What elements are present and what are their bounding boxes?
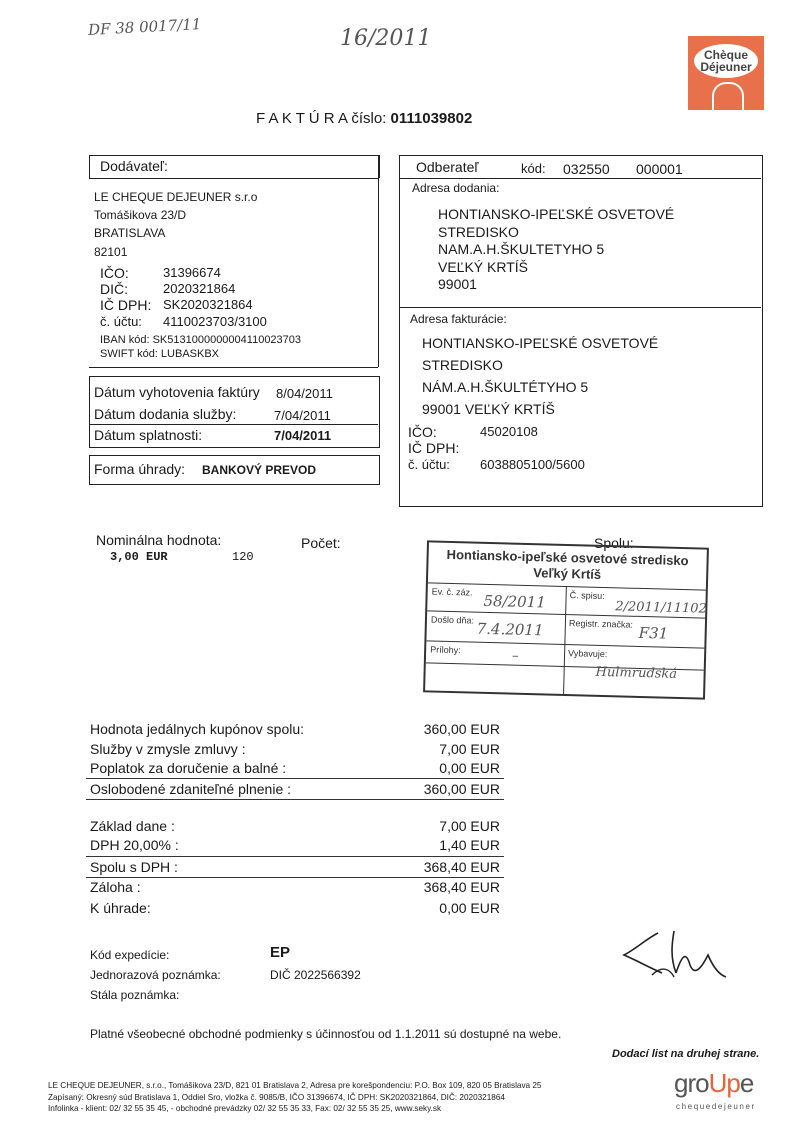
delivery-address-heading: Adresa dodania: [412,181,500,195]
totals-row [90,859,500,878]
nominal-value: 3,00 EUR [110,550,168,564]
customer-code-1: 032550 [563,161,610,177]
customer-account: 6038805100/5600 [480,457,585,472]
registration-stamp [423,540,709,699]
delivery-date-label: Dátum dodania služby: [94,406,237,422]
delivery-line: NAM.A.H.ŠKULTETYHO 5 [438,241,605,257]
billing-line: 99001 VEĽKÝ KRTÍŠ [422,401,555,417]
supplier-icdph-label: IČ DPH: [100,297,152,313]
expedition-code: EP [270,944,291,961]
supplier-icdph: SK2020321864 [163,297,253,312]
stamp-ev-label: Ev. č. záz. [431,586,473,598]
supplier-heading: Dodávateľ: [100,158,168,174]
customer-code-label: kód: [521,161,546,176]
supplier-zip: 82101 [94,245,128,259]
stamp-city: Veľký Krtíš [533,565,602,582]
footer-company-info [48,1080,648,1115]
customer-code-2: 000001 [636,161,683,177]
delivery-line: STREDISKO [438,223,519,240]
logo-arch-icon [712,82,744,112]
stamp-ev-value: 58/2011 [483,591,547,612]
totals-row-label: Základ dane : [90,818,175,834]
payment-label: Forma úhrady: [94,461,186,477]
count-label: Počet: [301,535,341,551]
logo-text-line2: Déjeuner [700,60,752,74]
nominal-value-label: Nominálna hodnota: [96,532,222,548]
group-logo-subtitle: chequedejeuner [676,1102,756,1111]
stamp-doslo-value: 7.4.2011 [476,619,544,640]
totals-row-label: Spolu s DPH : [90,859,178,875]
totals-row [90,837,500,856]
billing-address [422,332,658,420]
due-date: 7/04/2011 [274,428,332,443]
delivery-line: VEĽKÝ KRTÍŠ [438,258,529,275]
footer-line: Zapísaný: Okresný súd Bratislava 1, Oddiel Sro, vložka č. 9085/B, IČO 31396674, IČ DPH: SK2020321864, DIČ: 2020321864 [48,1092,505,1102]
totals-row-label: Hodnota jedálnych kupónov spolu: [90,721,305,737]
customer-ico-label: IČO: [408,424,437,440]
delivery-line: HONTIANSKO-IPEĽSKÉ OSVETOVÉ [438,206,675,222]
totals-row-value: 1,40 EUR [439,837,500,853]
supplier-iban: IBAN kód: SK5131000000004110023703 [100,334,302,346]
invoice-number: 0111039802 [390,110,473,127]
group-logo-part: gro [674,1068,709,1098]
totals-row [90,818,500,837]
totals-row-value: 368,40 EUR [423,879,500,895]
supplier-account: 4110023703/3100 [163,314,267,329]
billing-address-heading: Adresa fakturácie: [410,312,507,326]
supplier-dic-label: DIČ: [100,281,128,297]
supplier-city: BRATISLAVA [94,226,166,240]
one-time-note: DIČ 2022566392 [270,968,361,982]
terms-note: Platné všeobecné obchodné podmienky s účinnosťou od 1.1.2011 sú dostupné na webe. [90,1027,562,1041]
stamp-reg-label: Registr. značka: [568,618,634,630]
stamp-reg-value: F31 [638,623,669,643]
invoice-title-label: F A K T Ú R A [256,110,348,127]
total-label: Spolu: [594,535,634,551]
supplier-account-label: č. účtu: [100,314,142,329]
delivery-address [438,206,674,294]
stamp-spis-value: 2/2011/11102 [615,599,708,617]
delivery-date: 7/04/2011 [274,408,331,423]
issue-date: 8/04/2011 [276,386,333,401]
supplier-name: LE CHEQUE DEJEUNER s.r.o [94,190,258,204]
group-logo [674,1068,753,1099]
totals-row [90,879,500,898]
delivery-note-remark: Dodací list na druhej strane. [612,1048,760,1060]
billing-line: HONTIANSKO-IPEĽSKÉ OSVETOVÉ [422,335,659,351]
supplier-street: Tomášikova 23/D [94,208,187,222]
totals-row-label: Záloha : [90,879,141,895]
totals-row-value: 7,00 EUR [439,818,500,834]
supplier-dic: 2020321864 [163,281,236,296]
supplier-ico-label: IČO: [100,265,129,281]
cheque-dejeuner-logo [688,36,764,110]
footer-line: LE CHEQUE DEJEUNER, s.r.o., Tomášikova 23/D, 821 01 Bratislava 2, Adresa pre korešpondenciu: P.O. Box 109, 820 05 Bratislava 25 [48,1081,542,1090]
supplier-swift: SWIFT kód: LUBASKBX [100,348,220,360]
totals-row-value: 360,00 EUR [423,781,500,797]
invoice-title [256,110,472,127]
logo-text-line1: Chèque [703,48,748,62]
due-date-label: Dátum splatnosti: [94,427,203,443]
totals-row [90,900,500,919]
stamp-spis-label: Č. spisu: [569,590,605,602]
totals-row-label: K úhrade: [90,900,151,916]
customer-icdph-label: IČ DPH: [408,440,460,456]
totals-row [90,781,500,800]
footer-line: Infolinka - klient: 02/ 32 55 35 45, - obchodné prevádzky 02/ 32 55 35 33, Fax: 02/ 32 55 35 25, www.seky.sk [48,1104,442,1113]
totals-row-label: Poplatok za doručenie a balné : [90,760,287,776]
stamp-vybavuje-value: Hulmrudská [595,664,678,682]
delivery-line: 99001 [438,276,477,292]
totals-row-label: DPH 20,00% : [90,837,179,853]
totals-row-value: 7,00 EUR [439,741,500,757]
totals-row-label: Oslobodené zdaniteľné plnenie : [90,781,292,797]
totals-row-value: 360,00 EUR [423,721,500,737]
handwritten-ref-number: DF 38 0017/11 [87,15,202,39]
customer-heading: Odberateľ [416,159,479,175]
stamp-title: Hontiansko-ipeľské osvetové stredisko [446,546,689,569]
signature [618,925,730,983]
totals-row [90,721,500,740]
one-time-note-label: Jednorazová poznámka: [90,968,221,982]
invoice-number-label: číslo: [351,110,387,127]
billing-line: NÁM.A.H.ŠKULTÉTYHO 5 [422,379,589,395]
supplier-ico: 31396674 [163,265,221,280]
handwritten-register-number: 16/2011 [340,26,432,51]
totals-row-value: 368,40 EUR [423,859,500,875]
stamp-prilohy-value: – [511,648,519,664]
stamp-doslo-label: Došlo dňa: [430,614,475,626]
totals-row-label: Služby v zmysle zmluvy : [90,741,246,757]
permanent-note-label: Stála poznámka: [90,988,180,1002]
group-logo-up: Up [708,1068,740,1098]
issue-date-label: Dátum vyhotovenia faktúry [94,384,260,400]
expedition-code-label: Kód expedície: [90,948,170,962]
group-logo-part: e [739,1068,754,1098]
totals-row-value: 0,00 EUR [439,760,500,776]
customer-ico: 45020108 [480,424,538,439]
billing-line: STREDISKO [422,357,503,373]
stamp-vybavuje-label: Vybavuje: [568,648,608,660]
totals-row [90,760,500,779]
count-value: 120 [232,550,254,564]
stamp-prilohy-label: Prílohy: [430,644,461,656]
totals-row [90,741,500,760]
payment-method: BANKOVÝ PREVOD [202,463,317,477]
totals-row-value: 0,00 EUR [439,900,500,916]
customer-account-label: č. účtu: [408,457,450,472]
